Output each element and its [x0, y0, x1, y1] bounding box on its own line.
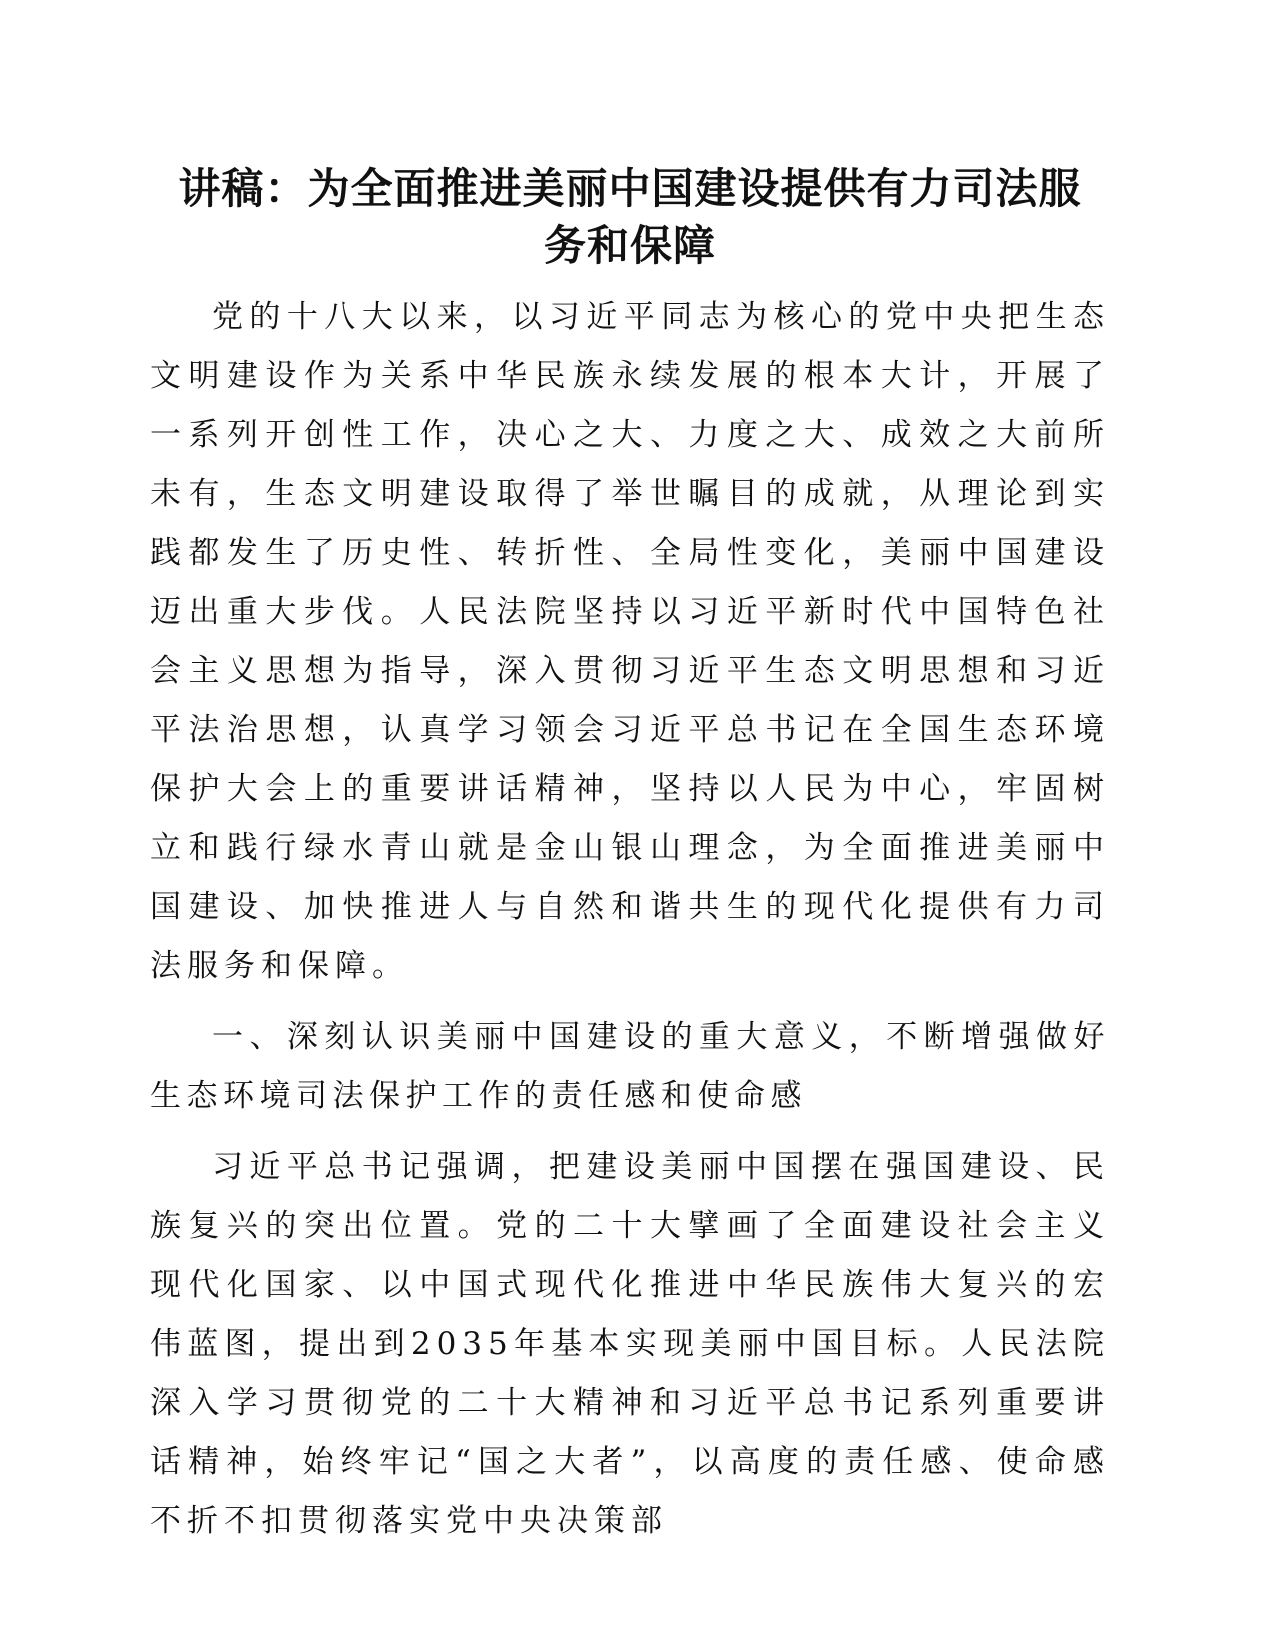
title-line-2: 务和保障	[543, 221, 716, 270]
paragraph-section-1: 习近平总书记强调，把建设美丽中国摆在强国建设、民族复兴的突出位置。党的二十大擘画了全面建设社会主义现代化国家、以中国式现代化推进中华民族伟大复兴的宏伟蓝图，提出到2035年基本实现美丽中国目标。人民法院深入学习贯彻党的二十大精神和习近平总书记系列重要讲话精神，始终牢记“国之大者”，以高度的责任感、使命感不折不扣贯彻落实党中央决策部	[150, 1149, 1110, 1539]
document-body	[150, 288, 1110, 1551]
document-page	[150, 160, 1110, 1551]
section-heading-1: 一、深刻认识美丽中国建设的重大意义，不断增强做好生态环境司法保护工作的责任感和使命感	[150, 1019, 1110, 1114]
document-title	[150, 160, 1110, 274]
title-line-1: 讲稿：为全面推进美丽中国建设提供有力司法服	[178, 164, 1082, 213]
paragraph-intro: 党的十八大以来，以习近平同志为核心的党中央把生态文明建设作为关系中华民族永续发展的根本大计，开展了一系列开创性工作，决心之大、力度之大、成效之大前所未有，生态文明建设取得了举世瞩目的成就，从理论到实践都发生了历史性、转折性、全局性变化，美丽中国建设迈出重大步伐。人民法院坚持以习近平新时代中国特色社会主义思想为指导，深入贯彻习近平生态文明思想和习近平法治思想，认真学习领会习近平总书记在全国生态环境保护大会上的重要讲话精神，坚持以人民为中心，牢固树立和践行绿水青山就是金山银山理念，为全面推进美丽中国建设、加快推进人与自然和谐共生的现代化提供有力司法服务和保障。	[150, 299, 1110, 984]
